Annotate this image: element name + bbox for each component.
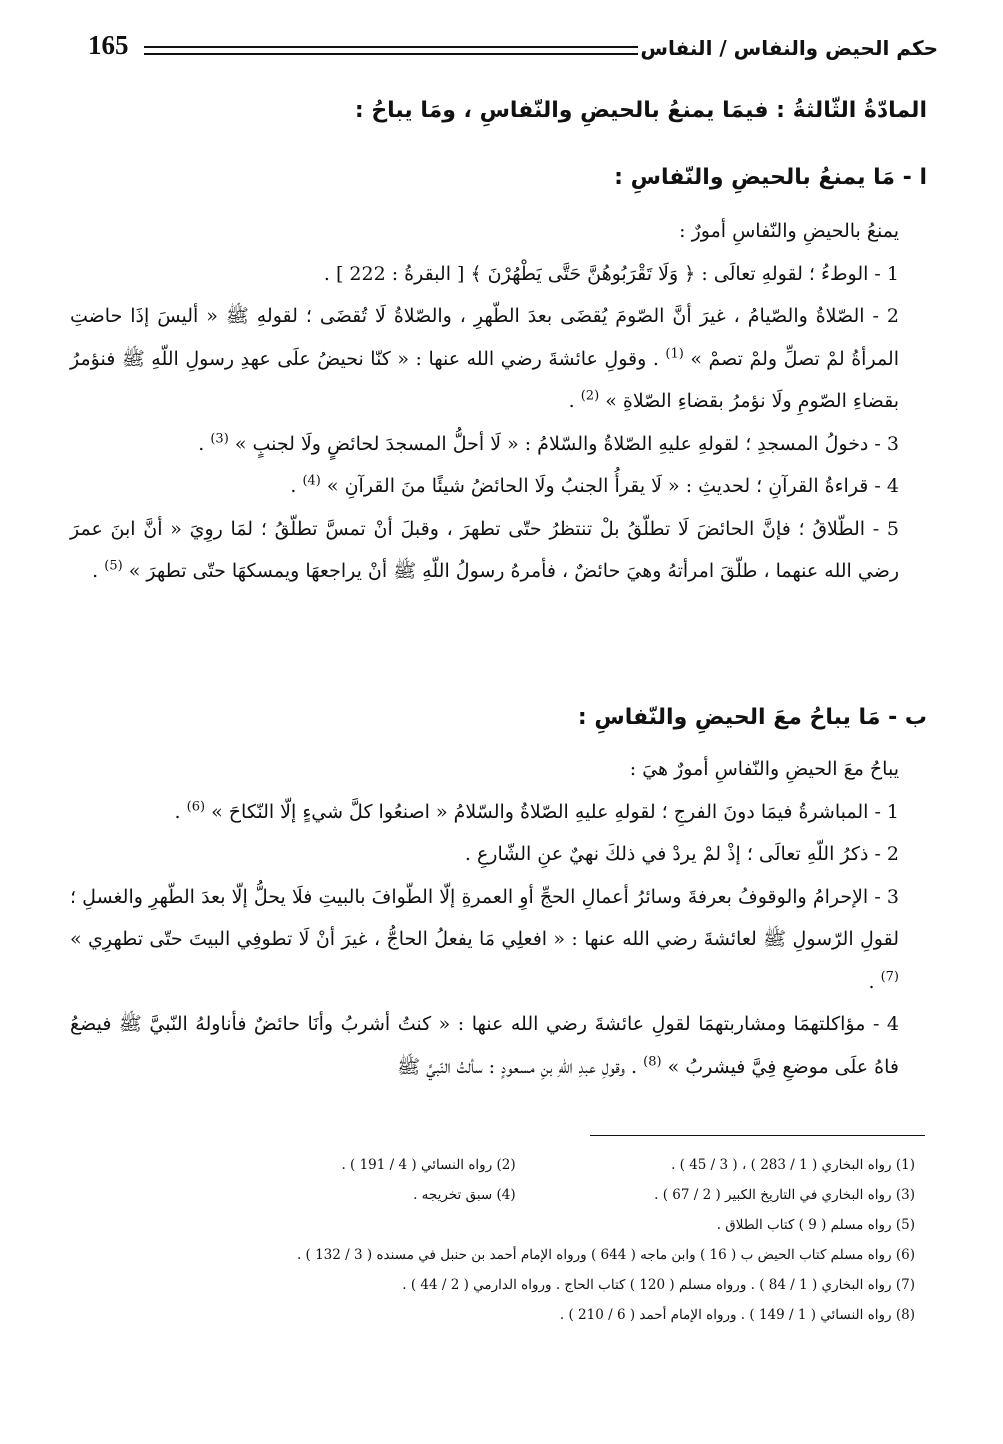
footnote-ref: (5) — [104, 558, 123, 574]
footnote-row — [100, 1300, 915, 1330]
footnote-3: (3) رواه البخاري في التاريخ الكبير ( 2 / 67 ) . — [654, 1187, 915, 1203]
footnote-1: (1) رواه البخاري ( 1 / 283 ) ، ( 3 / 45 ) . — [671, 1157, 915, 1173]
footnote-5: (5) رواه مسلم ( 9 ) كتاب الطلاق . — [716, 1217, 915, 1233]
footnote-ref: (8) — [643, 1054, 662, 1070]
part-b-item-2: 2 - ذكرُ اللّهِ تعالَى ؛ إذْ لمْ يردْ في ذلكَ نهيٌ عنِ الشّارعِ . — [464, 843, 899, 865]
running-header — [88, 30, 938, 74]
footnotes — [100, 1150, 915, 1330]
header-rule — [144, 46, 638, 55]
part-a-item-1: 1 - الوطءُ ؛ لقولهِ تعالَى : ﴿ وَلَا تَقْرَبُوهُنَّ حَتَّى يَطْهُرْنَ ﴾ [ البقرةُ : 222 ] . — [323, 262, 899, 285]
footnote-ref: (2) — [580, 388, 600, 404]
footnote-separator — [590, 1135, 925, 1136]
footnote-row — [100, 1270, 915, 1300]
footnote-8: (8) رواه النسائي ( 1 / 149 ) . ورواه الإمام أحمد ( 6 / 210 ) . — [559, 1307, 915, 1323]
part-a-item-3: 3 - دخولُ المسجدِ ؛ لقولهِ عليهِ الصّلاةُ والسّلامُ : « لَا أحلُّ المسجدَ لحائضٍ ولَا لجنبٍ » $^{(3)}$ . — [198, 431, 899, 455]
part-b-title: ب - مَا يباحُ معَ الحيضِ والنّفاسِ : — [577, 705, 927, 730]
footnote-row — [100, 1150, 915, 1180]
footnote-ref: (4) — [302, 473, 321, 489]
part-b-item-1: 1 - المباشرةُ فيمَا دونَ الفرجِ ؛ لقولهِ عليهِ الصّلاةُ والسّلامُ « اصنعُوا كلَّ شيءٍ إلّا النّكاحَ » $^{(6)}$ . — [174, 799, 899, 823]
footnote-ref: (1) — [665, 346, 684, 362]
part-a-item-5: 5 - الطّلاقُ ؛ فإنَّ الحائضَ لَا تطلّقُ بلْ تنتظرُ حتّى تطهرَ ، وقبلَ أنْ تمسَّ تطلّقُ ؛ لمَا روِيَ « أنَّ ابنَ عمرَ رضي الله عنهما ، طلّقَ امرأتهُ وهيَ حائضٌ ، فأمرهُ رسولُ اللّهِ ﷺ أنْ يراجعهَا ويمسكهَا حتّى تطهرَ » $^{(5)}$ . — [70, 517, 899, 582]
part-a-item-4: 4 - قراءةُ القرآنِ ؛ لحديثِ : « لَا يقرأُ الجنبُ ولَا الحائضُ شيئًا منَ القرآنِ » $^{(4)}$ . — [290, 473, 899, 497]
footnote-ref: (3) — [210, 431, 229, 447]
part-b-item-3: 3 - الإحرامُ والوقوفُ بعرفةَ وسائرُ أعمالِ الحجِّ أوِ العمرةِ إلّا الطّوافَ بالبيتِ فلَا يحلُّ إلّا بعدَ الطّهرِ والغسلِ ؛ لقولِ الرّسولِ ﷺ لعائشةَ رضي الله عنها : « افعلِي مَا يفعلُ الحاجُّ ، غيرَ أنْ لَا تطوفِي البيتَ حتّى تطهرِي » $^{(7)}$ . — [70, 885, 899, 993]
footnote-ref: (7) — [880, 969, 899, 985]
part-a-body — [70, 210, 927, 593]
footnote-row — [100, 1210, 915, 1240]
footnote-ref: (6) — [186, 799, 206, 815]
part-b-intro: يباحُ معَ الحيضِ والنّفاسِ أمورٌ هيَ : — [629, 758, 899, 780]
footnote-4: (4) سبق تخريجه . — [413, 1187, 516, 1203]
part-b-item-4: 4 - مؤاكلتهمَا ومشاربتهمَا لقولِ عائشةَ رضي الله عنها : « كنتُ أشربُ وأنَا حائضٌ فأناولهُ النّبيَّ ﷺ فيضعُ فاهُ علَى موضعِ فِيَّ فيشربُ » $^{(8)}$ . وقولِ عبدِ اللّهِ بنِ مسعودٍ : سألتُ النّبيَّ ﷺ — [70, 1013, 899, 1078]
running-title: حكم الحيض والنفاس / النفاس — [640, 36, 938, 60]
footnote-6: (6) رواه مسلم كتاب الحيض ب ( 16 ) وابن ماجه ( 644 ) ورواه الإمام أحمد بن حنبل في مسنده ( 3 / 132 ) . — [296, 1247, 915, 1263]
part-b-body — [70, 748, 927, 1088]
footnote-2: (2) رواه النسائي ( 4 / 191 ) . — [341, 1157, 516, 1173]
part-a-item-2: 2 - الصّلاةُ والصّيامُ ، غيرَ أنَّ الصّومَ يُقضَى بعدَ الطّهرِ ، والصّلاةُ لَا تُقضَى ؛ لقولهِ ﷺ « أليسَ إذَا حاضتِ المرأةُ لمْ تصلِّ ولمْ تصمْ » $^{(1)}$ . وقولِ عائشةَ رضي الله عنها : « كنّا نحيضُ علَى عهدِ رسولِ اللّهِ ﷺ فنؤمرُ بقضاءِ الصّومِ ولَا نؤمرُ بقضاءِ الصّلاةِ » $^{(2)}$ . — [70, 305, 899, 412]
page-number: 165 — [88, 30, 129, 60]
section-title: المادّةُ الثّالثةُ : فيمَا يمنعُ بالحيضِ والنّفاسِ ، ومَا يباحُ : — [354, 98, 927, 123]
footnote-row — [100, 1240, 915, 1270]
footnote-7: (7) رواه البخاري ( 1 / 84 ) . ورواه مسلم ( 120 ) كتاب الحاج . ورواه الدارمي ( 2 / 44 ) . — [402, 1277, 915, 1293]
footnote-row — [100, 1180, 915, 1210]
part-a-intro: يمنعُ بالحيضِ والنّفاسِ أمورٌ : — [679, 220, 899, 242]
part-a-title: ا - مَا يمنعُ بالحيضِ والنّفاسِ : — [614, 165, 927, 190]
